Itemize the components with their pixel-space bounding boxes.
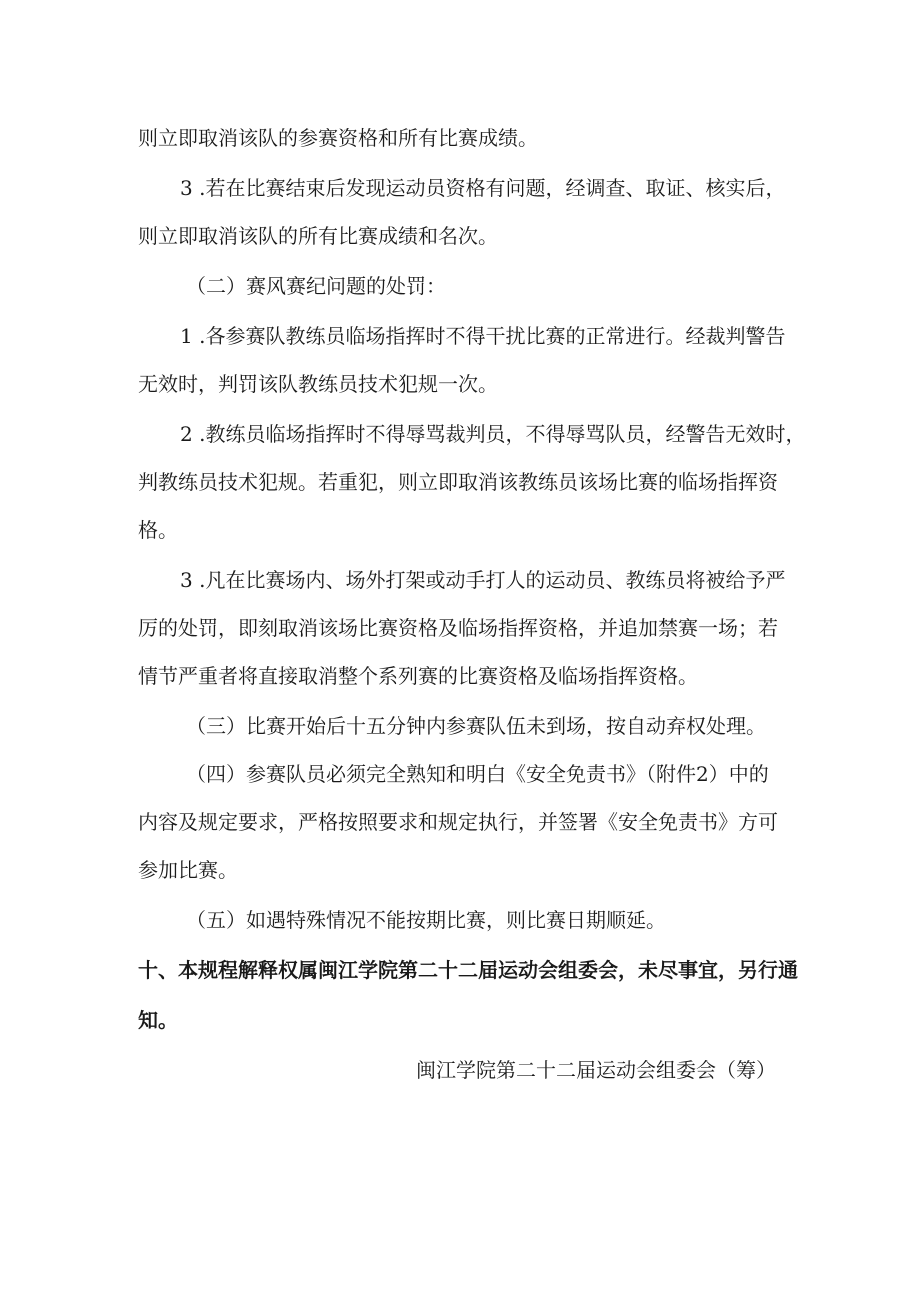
- text-line-13: （三）比赛开始后十五分钟内参赛队伍未到场，按自动弃权处理。: [186, 714, 766, 738]
- text-line-8: 判教练员技术犯规。若重犯，则立即取消该教练员该场比赛的临场指挥资: [138, 470, 778, 494]
- section-ten-heading-cont: 知。: [138, 1008, 178, 1032]
- text-line-7: 2 .教练员临场指挥时不得辱骂裁判员，不得辱骂队员，经警告无效时，: [180, 422, 806, 446]
- text-line-5: 1 .各参赛队教练员临场指挥时不得干扰比赛的正常进行。经裁判警告: [180, 324, 786, 348]
- text-line-14: （四）参赛队员必须完全熟知和明白《安全免责书》（附件2）中的: [186, 762, 769, 786]
- text-line-17: （五）如遇特殊情况不能按期比赛，则比赛日期顺延。: [186, 908, 666, 932]
- text-line-4: （二）赛风赛纪问题的处罚：: [186, 274, 446, 298]
- signature-line: 闽江学院第二十二届运动会组委会（筹）: [416, 1058, 776, 1082]
- text-line-15: 内容及规定要求，严格按照要求和规定执行，并签署《安全免责书》方可: [138, 810, 778, 834]
- text-line-16: 参加比赛。: [138, 858, 238, 882]
- text-line-6: 无效时，判罚该队教练员技术犯规一次。: [138, 372, 498, 396]
- text-line-11: 厉的处罚，即刻取消该场比赛资格及临场指挥资格，并追加禁赛一场；若: [138, 616, 778, 640]
- text-line-10: 3 .凡在比赛场内、场外打架或动手打人的运动员、教练员将被给予严: [180, 568, 786, 592]
- text-line-9: 格。: [138, 518, 178, 542]
- text-line-1: 则立即取消该队的参赛资格和所有比赛成绩。: [138, 126, 538, 150]
- text-line-3: 则立即取消该队的所有比赛成绩和名次。: [138, 224, 498, 248]
- text-line-2: 3 .若在比赛结束后发现运动员资格有问题，经调查、取证、核实后，: [180, 176, 786, 200]
- text-line-12: 情节严重者将直接取消整个系列赛的比赛资格及临场指挥资格。: [138, 664, 698, 688]
- section-ten-heading: 十、本规程解释权属闽江学院第二十二届运动会组委会，未尽事宜，另行通: [138, 958, 798, 982]
